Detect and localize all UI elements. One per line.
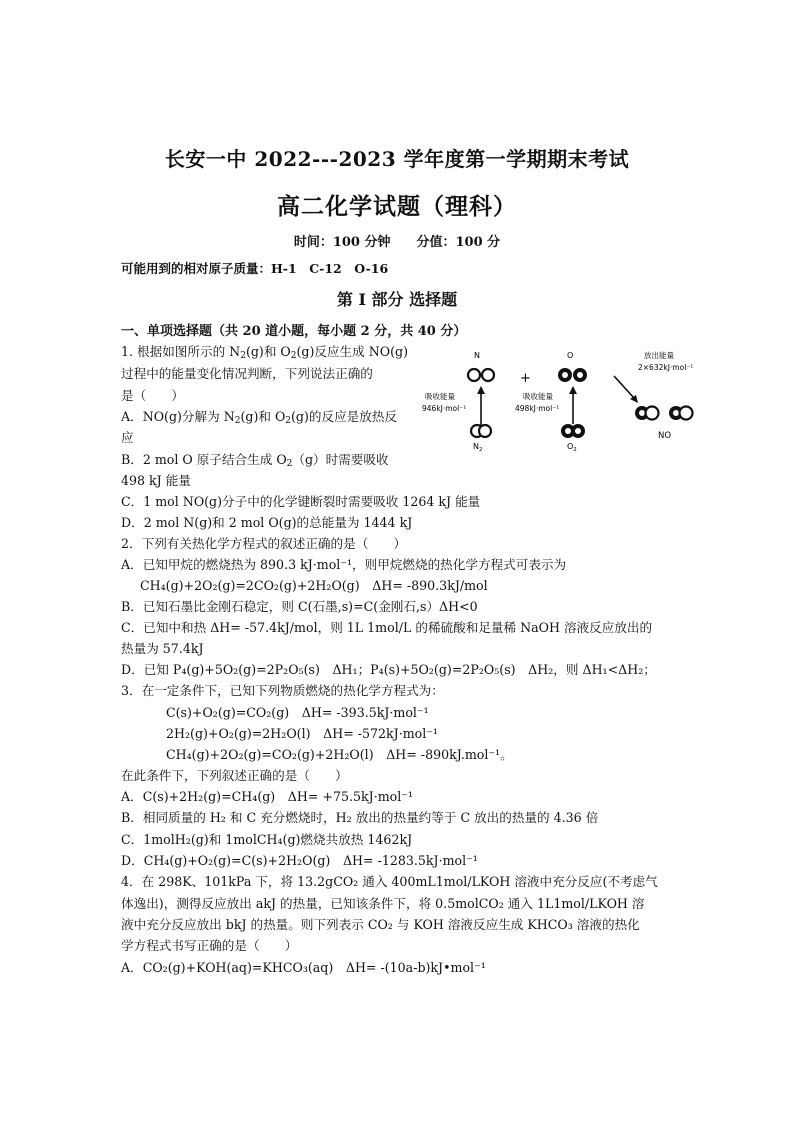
n-atom-circle [482,369,494,381]
absorb-value-1: 946kJ·mol⁻¹ [422,404,467,413]
q1-stem-line2: 过程中的能量变化情况判断，下列说法正确的 [121,366,373,381]
q3-option-c: C．1molH₂(g)和 1molCH₄(g)燃烧共放热 1462kJ [121,832,413,847]
time-score: 时间：100 分钟 分值：100 分 [293,235,501,250]
o-atom-center [562,372,568,378]
section-heading: 一、单项选择题（共 20 道小题，每小题 2 分，共 40 分） [121,324,467,339]
exam-title: 长安一中 2022---2023 学年度第一学期期末考试 [164,147,630,171]
q1-option-d: D．2 mol N(g)和 2 mol O(g)的总能量为 1444 kJ [121,515,413,530]
label-n-atom: N [474,351,480,360]
label-o2: $O_2$ [567,442,577,453]
q1-option-b: B．2 mol O 原子结合生成 $O_2(g)$时需要吸收 [121,452,389,469]
q2-option-a-equation: CH₄(g)+2O₂(g)=2CO₂(g)+2H₂O(g) ΔH= -890.3kJ/mol [140,578,488,593]
q4-option-a: A．CO₂(g)+KOH(aq)=KHCO₃(aq) ΔH= -(10a-b)kJ•mol⁻¹ [121,960,486,975]
absorb-value-2: 498kJ·mol⁻¹ [515,404,560,413]
label-n2: $N_2$ [473,442,483,453]
q4-stem-3: 液中充分反应放出 bkJ 的热量。则下列表示 CO₂ 与 KOH 溶液反应生成 KHCO₃ 溶液的热化 [121,917,640,932]
release-arrow-head [630,395,638,403]
energy-diagram [420,346,710,458]
q1-option-b-cont: 498 kJ 能量 [121,473,191,488]
exam-subtitle: 高二化学试题（理科） [277,193,517,220]
no-molecule-n [680,407,693,420]
q3-equation-1: C(s)+O₂(g)=CO₂(g) ΔH= -393.5kJ·mol⁻¹ [166,705,429,720]
q2-option-a: A．已知甲烷的燃烧热为 890.3 kJ·mol⁻¹，则甲烷燃烧的热化学方程式可表示为 [121,557,567,572]
arrow-head [477,386,485,394]
q1-option-a-cont: 应 [121,430,134,445]
q3-option-b: B．相同质量的 H₂ 和 C 充分燃烧时，H₂ 放出的热量约等于 C 放出的热量的 4.36 倍 [121,810,599,825]
q1-stem-line3: 是（ ） [121,388,184,403]
n2-molecule-atom [479,425,491,437]
q3-stem: 3．在一定条件下，已知下列物质燃烧的热化学方程式为： [121,683,444,698]
o2-molecule-center [565,428,571,434]
q2-option-d: D．已知 P₄(g)+5O₂(g)=2P₂O₅(s) ΔH₁；P₄(s)+5O₂(g)=2P₂O₅(s) ΔH₂，则 ΔH₁<ΔH₂； [121,662,656,677]
release-arrow-line [614,376,634,398]
q2-option-b: B．已知石墨比金刚石稳定，则 C(石墨,s)=C(金刚石,s）ΔH<0 [121,599,478,614]
q3-equation-2: 2H₂(g)+O₂(g)=2H₂O(l) ΔH= -572kJ·mol⁻¹ [166,726,438,741]
q4-stem-1: 4．在 298K、101kPa 下，将 13.2gCO₂ 通入 400mL1mol/LKOH 溶液中充分反应(不考虑气 [121,874,658,889]
arrow-head [569,386,577,394]
o2-molecule-center [575,428,581,434]
q1-option-a: A．NO(g)分解为 $N_2(g)$和 $O_2(g)$的反应是放热反 [121,409,398,426]
q2-option-c-cont: 热量为 57.4kJ [121,641,204,656]
o-atom-center [577,372,583,378]
no-molecule-n [646,407,659,420]
plus-sign: + [520,371,531,386]
no-molecule-o-center [673,410,679,416]
absorb-label-2: 吸收能量 [523,392,553,401]
q4-stem-2: 体逸出)，测得反应放出 akJ 的热量，已知该条件下，将 0.5molCO₂ 通入 1L1mol/LKOH 溶 [121,896,645,911]
no-molecule-o-center [639,410,645,416]
q1-stem: 1. 根据如图所示的 $N_2(g)$和 $O_2(g)$反应生成 NO(g) [121,344,408,361]
release-label: 放出能量 [644,351,674,360]
release-value: 2×632kJ·mol⁻¹ [638,363,694,372]
q3-option-d: D．CH₄(g)+O₂(g)=C(s)+2H₂O(g) ΔH= -1283.5kJ·mol⁻¹ [121,853,478,868]
atomic-mass-note: 可能用到的相对原子质量：H-1 C-12 O-16 [121,261,389,276]
q3-equation-3: CH₄(g)+2O₂(g)=CO₂(g)+2H₂O(l) ΔH= -890kJ.mol⁻¹。 [166,747,513,762]
q4-stem-4: 学方程式书写正确的是（ ） [121,938,298,953]
label-o-atom: O [567,351,574,360]
part-heading: 第 I 部分 选择题 [336,290,458,309]
n-atom-circle [468,369,480,381]
q2-stem: 2．下列有关热化学方程式的叙述正确的是（ ） [121,536,407,551]
label-no: NO [658,431,672,441]
absorb-label-1: 吸收能量 [425,392,455,401]
q3-option-a: A．C(s)+2H₂(g)=CH₄(g) ΔH= +75.5kJ·mol⁻¹ [121,789,413,804]
q3-stem-2: 在此条件下，下列叙述正确的是（ ） [121,768,348,783]
q2-option-c: C．已知中和热 ΔH= -57.4kJ/mol，则 1L 1mol/L 的稀硫酸和足量稀 NaOH 溶液反应放出的 [121,620,653,635]
q1-option-c: C．1 mol NO(g)分子中的化学键断裂时需要吸收 1264 kJ 能量 [121,494,481,509]
